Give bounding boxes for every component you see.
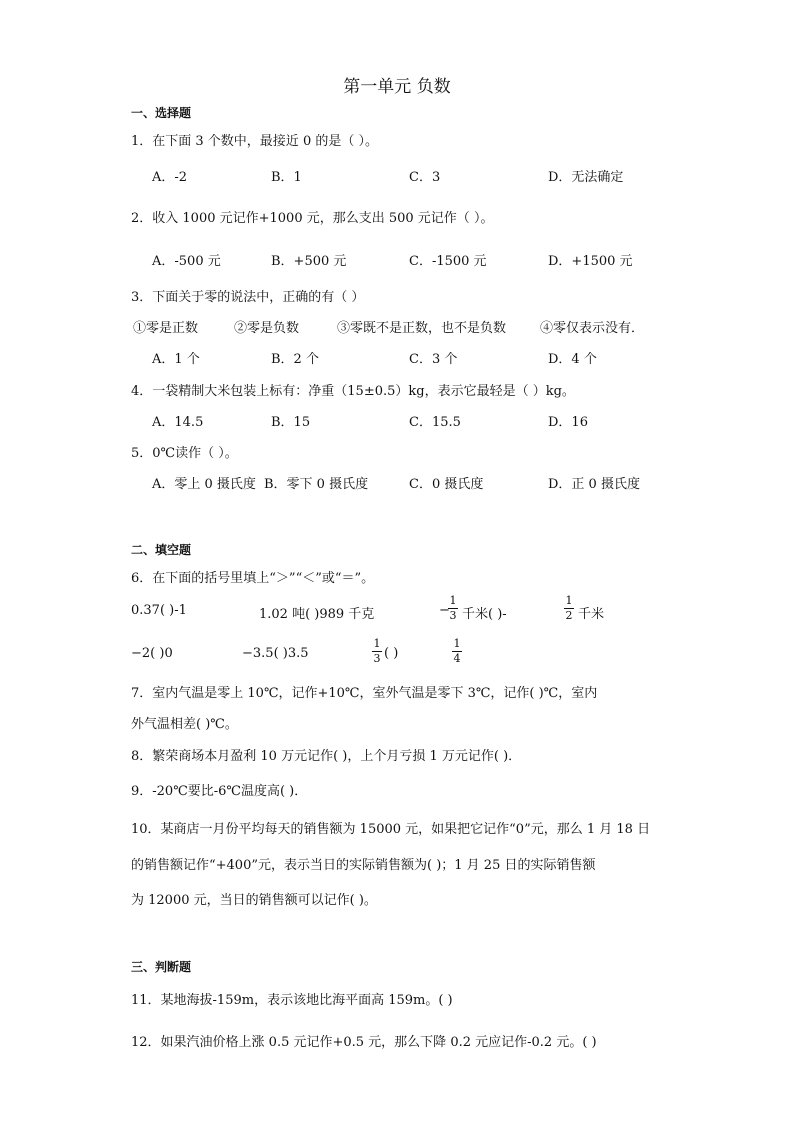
q4-option-a: A．14.5 xyxy=(152,415,204,430)
question-7-line1: 7．室内气温是零上 10℃，记作+10℃，室外气温是零下 3℃，记作( )℃，室内 xyxy=(131,686,598,701)
q3-option-a: A．1 个 xyxy=(152,352,200,367)
q3-option-d: D．4 个 xyxy=(548,352,597,367)
fraction-numerator: 1 xyxy=(449,594,457,607)
question-8: 8．繁荣商场本月盈利 10 万元记作( )，上个月亏损 1 万元记作( )． xyxy=(131,749,522,764)
fraction-denominator: 2 xyxy=(565,609,573,622)
q6-row2-item-a: −2( )0 xyxy=(131,646,173,661)
q2-option-b: B．+500 元 xyxy=(271,254,347,269)
q5-option-c: C．0 摄氏度 xyxy=(409,477,484,492)
q6-row1-fraction-c xyxy=(448,595,458,622)
q4-option-d: D．16 xyxy=(548,415,588,430)
q6-row2-fraction-c xyxy=(372,638,382,665)
q4-option-b: B．15 xyxy=(271,415,311,430)
q3-statement-3: ③零既不是正数，也不是负数 xyxy=(337,321,507,336)
q6-row1-minus: − xyxy=(439,603,450,618)
question-10-line1: 10．某商店一月份平均每天的销售额为 15000 元，如果把它记作“0”元，那么 1 月 18 日 xyxy=(131,822,651,837)
q3-statement-1: ①零是正数 xyxy=(133,321,199,336)
question-3: 3．下面关于零的说法中，正确的有（ ） xyxy=(131,290,365,305)
q6-row2-fraction-d xyxy=(452,638,462,665)
question-10-line3: 为 12000 元，当日的销售额可以记作( )。 xyxy=(131,893,377,908)
page-title: 第一单元 负数 xyxy=(343,77,451,97)
question-6: 6．在下面的括号里填上“＞”“＜”或“＝”。 xyxy=(131,571,375,586)
section-heading-judge: 三、判断题 xyxy=(131,960,192,974)
q6-row1-item-b: 1.02 吨( )989 千克 xyxy=(259,607,375,622)
fraction-numerator: 1 xyxy=(565,594,573,607)
fraction-numerator: 1 xyxy=(453,637,461,650)
section-heading-fill: 二、填空题 xyxy=(131,543,192,557)
q6-row2-item-b: −3.5( )3.5 xyxy=(242,646,309,661)
question-1: 1．在下面 3 个数中，最接近 0 的是（ ）。 xyxy=(131,134,378,149)
fraction-denominator: 3 xyxy=(449,609,457,622)
fraction-denominator: 3 xyxy=(373,652,381,665)
q3-statement-4: ④零仅表示没有． xyxy=(540,321,645,336)
fraction-numerator: 1 xyxy=(373,637,381,650)
q6-row2-item-c-mid: ( ) xyxy=(384,646,399,661)
q1-option-c: C．3 xyxy=(409,170,441,185)
q1-option-d: D．无法确定 xyxy=(548,170,624,185)
q6-row1-item-c-tail: 千米( )- xyxy=(462,607,507,622)
q2-option-d: D．+1500 元 xyxy=(548,254,633,269)
q5-option-b: B．零下 0 摄氏度 xyxy=(264,477,369,492)
q1-option-a: A．-2 xyxy=(152,170,188,185)
q6-row1-fraction-d xyxy=(564,595,574,622)
q5-option-a: A．零上 0 摄氏度 xyxy=(152,477,256,492)
q3-option-b: B．2 个 xyxy=(271,352,319,367)
question-4: 4．一袋精制大米包装上标有：净重（15±0.5）kg，表示它最轻是（ ）kg。 xyxy=(131,384,575,399)
q2-option-c: C．-1500 元 xyxy=(409,254,487,269)
q3-option-c: C．3 个 xyxy=(409,352,458,367)
q6-row1-item-a: 0.37( )-1 xyxy=(131,603,187,618)
q1-option-b: B．1 xyxy=(271,170,302,185)
question-10-line2: 的销售额记作“+400”元，表示当日的实际销售额为( )；1 月 25 日的实际销售额 xyxy=(131,858,596,873)
fraction-denominator: 4 xyxy=(453,652,461,665)
question-9: 9．-20℃要比-6℃温度高( )． xyxy=(131,784,308,799)
question-5: 5．0℃读作（ ）。 xyxy=(131,446,238,461)
question-7-line2: 外气温相差( )℃。 xyxy=(131,717,238,732)
question-11: 11．某地海拔-159m，表示该地比海平面高 159m。( ) xyxy=(131,993,453,1008)
q5-option-d: D．正 0 摄氏度 xyxy=(548,477,640,492)
question-2: 2．收入 1000 元记作+1000 元，那么支出 500 元记作（ ）。 xyxy=(131,211,494,226)
q2-option-a: A．-500 元 xyxy=(152,254,221,269)
q3-statement-2: ②零是负数 xyxy=(234,321,300,336)
section-heading-choice: 一、选择题 xyxy=(131,106,192,120)
question-12: 12．如果汽油价格上涨 0.5 元记作+0.5 元，那么下降 0.2 元应记作-0.2 元。( ) xyxy=(131,1035,597,1050)
q6-row1-item-d-tail: 千米 xyxy=(578,607,605,622)
q4-option-c: C．15.5 xyxy=(409,415,461,430)
